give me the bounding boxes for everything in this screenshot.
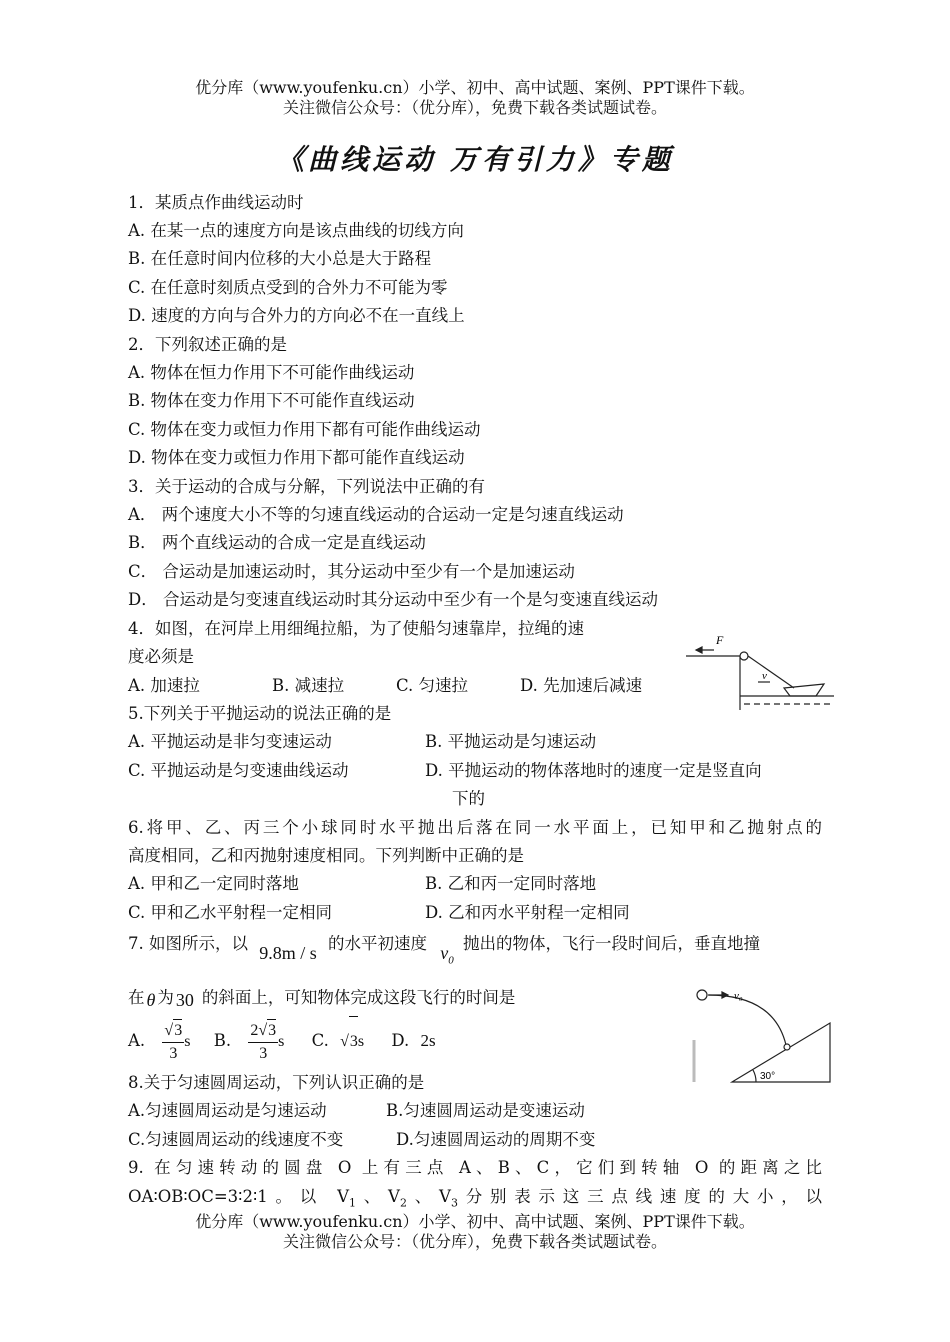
rope-to-boat <box>748 656 794 688</box>
q5-option-d: D. 平抛运动的物体落地时的速度一定是竖直向 <box>425 761 762 780</box>
q1-option-b: B. 在任意时间内位移的大小总是大于路程 <box>128 249 432 268</box>
q9-text-3: 、V <box>406 1187 451 1206</box>
q5-stem: 5.下列关于平抛运动的说法正确的是 <box>128 704 392 723</box>
q9-sub-1: 1 <box>349 1196 356 1210</box>
q8-option-d: D.匀速圆周运动的周期不变 <box>396 1130 596 1149</box>
header-line-2: 关注微信公众号：（优分库），免费下载各类试题试卷。 <box>282 98 667 117</box>
q7-text-3: 抛出的物体，飞行一段时间后，垂直地撞 <box>463 934 761 953</box>
q7-theta: θ <box>146 990 156 1010</box>
q7-option-d-label: D. <box>391 1031 410 1050</box>
q7-option-a-label: A. <box>128 1031 146 1050</box>
q7-text-6: 的斜面上，可知物体完成这段飞行的时间是 <box>201 988 516 1007</box>
q7-speed-value: 9.8m / s <box>259 943 317 963</box>
q8-stem: 8.关于匀速圆周运动，下列认识正确的是 <box>128 1073 425 1092</box>
q7-text-1: 7. 如图所示，以 <box>128 934 248 953</box>
q6-stem-line-2: 高度相同，乙和丙抛射速度相同。下列判断中正确的是 <box>128 846 524 865</box>
q1-stem: 1．某质点作曲线运动时 <box>128 193 304 212</box>
pulley <box>740 652 748 660</box>
q7-options <box>128 1016 436 1066</box>
q1-option-d: D. 速度的方向与合外力的方向必不在一直线上 <box>128 306 465 325</box>
angle-arc <box>753 1070 756 1082</box>
impact-point <box>784 1044 790 1050</box>
q3-option-c: C． 合运动是加速运动时，其分运动中至少有一个是加速运动 <box>128 562 575 581</box>
q8-option-b: B.匀速圆周运动是变速运动 <box>386 1101 585 1120</box>
q7-v0-subscript: 0 <box>448 954 454 967</box>
q5-option-a: A. 平抛运动是非匀变速运动 <box>128 732 332 751</box>
q2-option-a: A. 物体在恒力作用下不可能作曲线运动 <box>128 363 415 382</box>
q2-option-b: B. 物体在变力作用下不可能作直线运动 <box>128 391 415 410</box>
q5-option-b: B. 平抛运动是匀速运动 <box>425 732 597 751</box>
q7-angle-value: 30 <box>175 990 194 1010</box>
projectile-incline-figure <box>684 985 834 1087</box>
q7-text-4: 在 <box>128 988 145 1007</box>
q7-option-b-denominator: 3 <box>259 1044 268 1062</box>
q4-option-d: D. 先加速后减速 <box>520 676 643 695</box>
q7-option-b-label: B. <box>213 1031 232 1050</box>
q9-sub-2: 2 <box>399 1196 407 1210</box>
q2-option-c: C. 物体在变力或恒力作用下都有可能作曲线运动 <box>128 420 481 439</box>
q3-option-a: A． 两个速度大小不等的匀速直线运动的合运动一定是匀速直线运动 <box>128 505 624 524</box>
q7-option-c-unit: s <box>357 1033 365 1050</box>
q3-stem: 3．关于运动的合成与分解，下列说法中正确的有 <box>128 477 485 496</box>
q1-option-a: A. 在某一点的速度方向是该点曲线的切线方向 <box>128 221 464 240</box>
q7-v0-symbol: v <box>440 943 449 963</box>
q7-v0 <box>440 943 454 967</box>
figure-label-v: v <box>762 670 767 682</box>
q8-option-a: A.匀速圆周运动是匀速运动 <box>128 1101 327 1120</box>
q7-option-b-unit: s <box>278 1033 285 1050</box>
q6-option-c: C. 甲和乙水平射程一定相同 <box>128 903 333 922</box>
q7-option-a-denominator: 3 <box>169 1044 178 1062</box>
q7-option-a-radicand: 3 <box>173 1019 182 1042</box>
header-line-1: 优分库（www.youfenku.cn）小学、初中、高中试题、案例、PPT课件下载。 <box>195 78 755 97</box>
q4-stem-line-2: 度必须是 <box>128 647 194 666</box>
q3-option-b: B． 两个直线运动的合成一定是直线运动 <box>128 533 426 552</box>
q7-stem-line-1 <box>128 932 822 967</box>
q4-option-a: A. 加速拉 <box>128 676 200 695</box>
q7-option-c-label: C. <box>311 1031 329 1050</box>
q2-option-d: D. 物体在变力或恒力作用下都可能作直线运动 <box>128 448 465 467</box>
q9-text-4: 分别表示这三点线速度的大小，以 <box>457 1187 823 1206</box>
q7-option-b-coefficient: 2 <box>250 1021 259 1039</box>
q7-option-d-value: 2s <box>420 1031 436 1050</box>
q7-option-c-value: √3 <box>340 1033 358 1050</box>
q7-text-2: 的水平初速度 <box>328 934 428 953</box>
q2-stem: 2．下列叙述正确的是 <box>128 335 287 354</box>
q9-line-2 <box>128 1186 822 1214</box>
footer-line-2: 关注微信公众号：（优分库），免费下载各类试题试卷。 <box>282 1232 667 1251</box>
q7-stem-line-2 <box>128 986 515 1009</box>
q7-option-b-radicand: 3 <box>267 1019 276 1042</box>
q7-option-c-radicand: 3 <box>349 1016 358 1067</box>
q1-option-c: C. 在任意时刻质点受到的合外力不可能为零 <box>128 278 448 297</box>
q9-text-2: 、V <box>356 1187 400 1206</box>
q5-option-c: C. 平抛运动是匀变速曲线运动 <box>128 761 349 780</box>
q5-option-d-cont: 下的 <box>452 789 485 808</box>
q4-stem-line-1: 4．如图，在河岸上用细绳拉船，为了使船匀速靠岸，拉绳的速 <box>128 619 584 638</box>
figure-label-f: F <box>716 633 724 647</box>
q7-option-a-unit: s <box>184 1033 191 1050</box>
river-boat-figure <box>684 630 834 714</box>
q7-text-5: 为 <box>157 988 174 1007</box>
q4-option-b: B. 减速拉 <box>272 676 345 695</box>
q8-option-c: C.匀速圆周运动的线速度不变 <box>128 1130 344 1149</box>
figure-label-v0: v₀ <box>734 990 743 1002</box>
q6-option-a: A. 甲和乙一定同时落地 <box>128 874 299 893</box>
q6-option-b: B. 乙和丙一定同时落地 <box>425 874 597 893</box>
q4-option-c: C. 匀速拉 <box>396 676 469 695</box>
projectile-ball <box>697 990 707 1000</box>
q9-text-1: OA∶OB∶OC=3∶2∶1。以 V <box>128 1187 349 1206</box>
q7-option-a-fraction: $\frac{√3}{3}$ <box>162 1019 184 1065</box>
trajectory <box>708 995 786 1045</box>
q7-option-b-fraction: $\frac{2√3}{3}$ <box>248 1019 278 1065</box>
q6-option-d: D. 乙和丙水平射程一定相同 <box>425 903 630 922</box>
page-title: 《曲线运动 万有引力》专题 <box>276 143 674 176</box>
q9-line-1: 9. 在匀速转动的圆盘 O 上有三点 A、B、C，它们到转轴 O 的距离之比 <box>128 1158 822 1177</box>
figure-label-angle: 30° <box>760 1071 776 1082</box>
footer-line-1: 优分库（www.youfenku.cn）小学、初中、高中试题、案例、PPT课件下载。 <box>195 1212 755 1231</box>
q6-stem-line-1: 6.将甲、乙、丙三个小球同时水平抛出后落在同一水平面上，已知甲和乙抛射点的 <box>128 818 822 837</box>
q3-option-d: D． 合运动是匀变速直线运动时其分运动中至少有一个是匀变速直线运动 <box>128 590 658 609</box>
q9-sub-3: 3 <box>450 1196 458 1210</box>
